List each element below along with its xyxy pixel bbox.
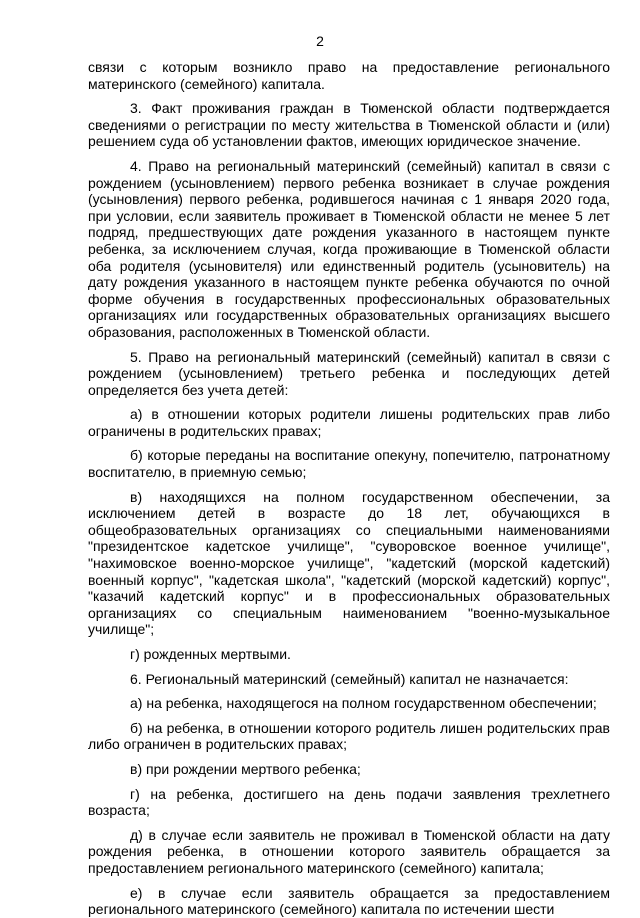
subitem-6b: б) на ребенка, в отношении которого родитель лишен родительских прав либо ограничен в родительских правах; — [88, 719, 610, 753]
subitem-6a: а) на ребенка, находящегося на полном государственном обеспечении; — [130, 695, 597, 712]
subitem-6g: г) на ребенка, достигшего на день подачи заявления трехлетнего возраста; — [88, 785, 610, 819]
subitem-6v: в) при рождении мертвого ребенка; — [130, 760, 361, 777]
subitem-5a: а) в отношении которых родители лишены родительских прав либо ограничены в родительских правах; — [88, 406, 610, 439]
subitem-6e: е) в случае если заявитель обращается за предоставлением регионального материнского (семейного) капитала по истечении шести — [88, 884, 610, 918]
subitem-6d: д) в случае если заявитель не проживал в Тюменской области на дату рождения ребенка, в отношении которого заявитель обращается за предоставлением регионального материнского (семейного) капитала; — [88, 826, 610, 876]
subitem-5v: в) находящихся на полном государственном обеспечении, за исключением детей в возрасте до 18 лет, обучающихся в общеобразовательных организациях со специальными наименованиями "президентское кадетское училище", "суворовское военное училище", "нахимовское военно-морское училище", "кадетский (морской кадетский) военный корпус", "кадетская школа", "кадетский (морской кадетский) корпус", "казачий кадетский корпус" и в профессиональных образовательных организациях со специальным наименованием "военно-музыкальное училище"; — [88, 488, 610, 638]
subitem-5g: г) рожденных мертвыми. — [130, 646, 291, 662]
document-body — [88, 59, 610, 918]
paragraph-continuation: связи с которым возникло право на предоставление регионального материнского (семейного) капитала. — [88, 59, 610, 92]
paragraph-item-3: 3. Факт проживания граждан в Тюменской области подтверждается сведениями о регистрации по месту жительства в Тюменской области и (или) решением суда об установлении фактов, имеющих юридическое значение. — [88, 100, 610, 150]
subitem-5b: б) которые переданы на воспитание опекуну, попечителю, патронатному воспитателю, в приемную семью; — [88, 447, 610, 481]
paragraph-item-5: 5. Право на региональный материнский (семейный) капитал в связи с рождением (усыновлением) третьего ребенка и последующих детей определяется без учета детей: — [88, 348, 610, 398]
paragraph-item-4: 4. Право на региональный материнский (семейный) капитал в связи с рождением (усыновлением) первого ребенка возникает в случае рождения (усыновления) первого ребенка, родившегося начиная с 1 января 2020 года, при условии, если заявитель проживает в Тюменской области не менее 5 лет подряд, предшествующих дате рождения указанного в настоящем пункте ребенка, за исключением случая, когда проживающие в Тюменской области оба родителя (усыновителя) или единственный родитель (усыновитель) на дату рождения указанного в настоящем пункте ребенка обучаются по очной форме обучения в государственных профессиональных образовательных организациях или государственных образовательных организациях высшего образования, расположенных в Тюменской области. — [88, 157, 610, 340]
paragraph-item-6: 6. Региональный материнский (семейный) капитал не назначается: — [130, 670, 569, 687]
page-number: 2 — [316, 33, 324, 49]
